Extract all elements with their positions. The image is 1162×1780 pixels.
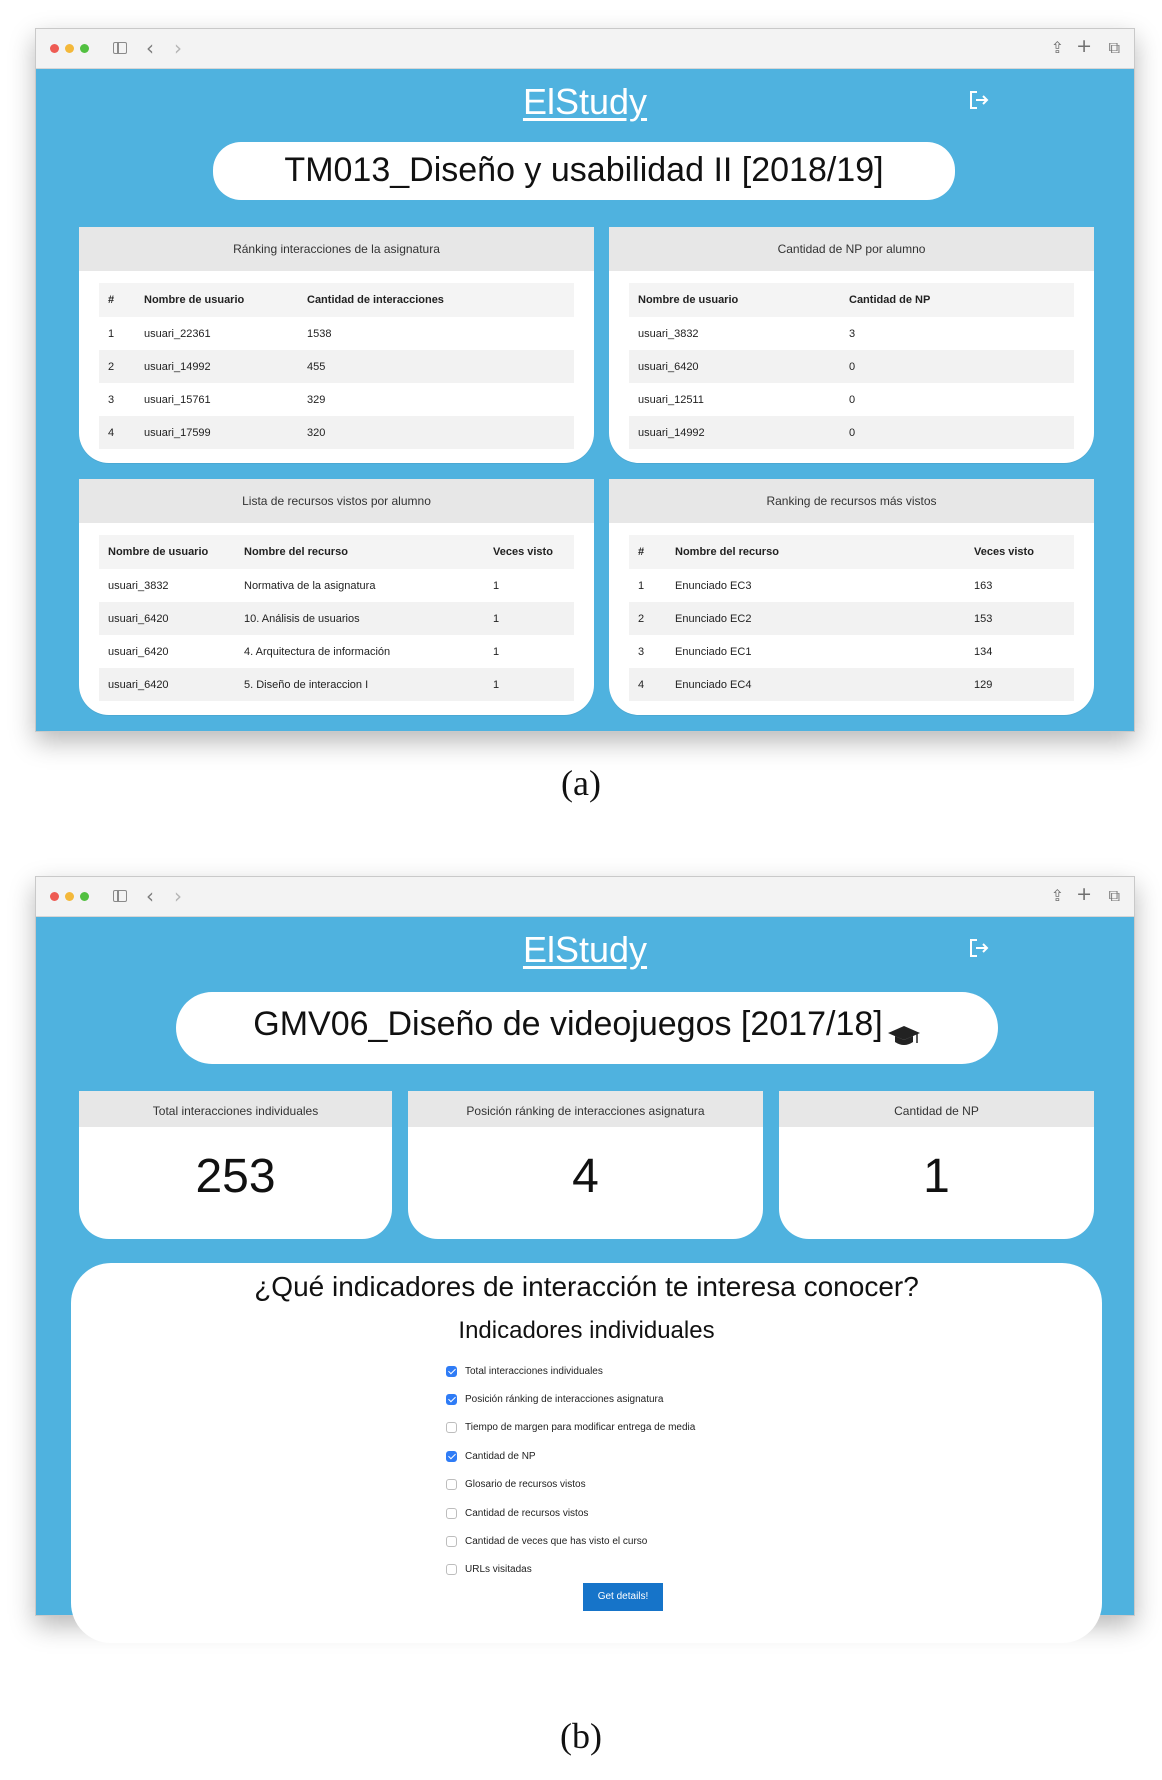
table-cell: Enunciado EC4 — [666, 668, 965, 701]
stat-value: 1 — [923, 1150, 950, 1203]
table-cell: 455 — [298, 350, 574, 383]
logout-icon[interactable] — [966, 87, 992, 113]
stat-label: Total interacciones individuales — [79, 1091, 392, 1127]
indicator-label: Posición ránking de interacciones asignatura — [465, 1394, 664, 1406]
indicator-label: Cantidad de recursos vistos — [465, 1507, 589, 1519]
table-cell: usuari_15761 — [135, 383, 298, 416]
browser-window-a — [35, 28, 1135, 732]
ranking-position-card — [408, 1091, 763, 1239]
table-cell: 129 — [965, 668, 1074, 701]
table-row — [99, 602, 574, 635]
indicator-option[interactable] — [446, 1499, 695, 1527]
table-cell: 153 — [965, 602, 1074, 635]
column-header: Nombre de usuario — [99, 535, 235, 569]
table-cell: 134 — [965, 635, 1074, 668]
card-title: Ranking de recursos más vistos — [609, 479, 1094, 523]
card-title: Lista de recursos vistos por alumno — [79, 479, 594, 523]
table-row — [99, 317, 574, 350]
table-scroll-area[interactable] — [79, 271, 594, 439]
table-cell: 1 — [484, 635, 574, 668]
table-row — [629, 635, 1074, 668]
table-header-row — [629, 283, 1074, 317]
table-row — [99, 350, 574, 383]
table-cell: Enunciado EC2 — [666, 602, 965, 635]
indicator-option[interactable] — [446, 1414, 695, 1442]
indicator-checkbox[interactable] — [446, 1508, 457, 1519]
sidebar-toggle-icon[interactable] — [113, 42, 127, 54]
indicators-question: ¿Qué indicadores de interacción te interesa conocer? — [254, 1271, 919, 1302]
ranking-interactions-card — [79, 227, 594, 463]
column-header: Nombre del recurso — [235, 535, 484, 569]
table-cell: 2 — [99, 350, 135, 383]
table-row — [99, 383, 574, 416]
table-cell: 3 — [629, 635, 666, 668]
plus-icon[interactable]: + — [1076, 883, 1092, 905]
indicator-checkbox[interactable] — [446, 1394, 457, 1405]
column-header: Nombre de usuario — [629, 283, 840, 317]
table-cell: usuari_6420 — [99, 635, 235, 668]
indicator-label: Total interacciones individuales — [465, 1365, 603, 1377]
table-scroll-area[interactable] — [609, 271, 1094, 439]
table-row — [99, 416, 574, 449]
table-row — [99, 635, 574, 668]
top-resources-card — [609, 479, 1094, 715]
browser-toolbar — [36, 29, 1134, 69]
table-cell: 320 — [298, 416, 574, 449]
indicator-option[interactable] — [446, 1357, 695, 1385]
column-header: Nombre del recurso — [666, 535, 965, 569]
stat-label: Posición ránking de interacciones asignatura — [408, 1091, 763, 1127]
indicator-label: Cantidad de NP — [465, 1450, 536, 1462]
table-cell: usuari_22361 — [135, 317, 298, 350]
table-cell: usuari_12511 — [629, 383, 840, 416]
minimize-window-button[interactable] — [65, 892, 74, 901]
table-cell: 1 — [99, 317, 135, 350]
table-cell: usuari_6420 — [99, 668, 235, 701]
resources-per-student-table — [99, 535, 574, 701]
table-cell: usuari_3832 — [99, 569, 235, 602]
close-window-button[interactable] — [50, 44, 59, 53]
table-cell: usuari_6420 — [99, 602, 235, 635]
indicator-option[interactable] — [446, 1442, 695, 1470]
stat-label: Cantidad de NP — [779, 1091, 1094, 1127]
table-cell: 4. Arquitectura de información — [235, 635, 484, 668]
stat-value: 253 — [195, 1150, 276, 1203]
table-cell: 163 — [965, 569, 1074, 602]
get-details-button[interactable]: Get details! — [583, 1583, 663, 1611]
indicator-option[interactable] — [446, 1556, 695, 1584]
indicator-checkbox-list — [446, 1357, 695, 1584]
table-cell: usuari_3832 — [629, 317, 840, 350]
table-cell: 10. Análisis de usuarios — [235, 602, 484, 635]
table-cell: usuari_17599 — [135, 416, 298, 449]
column-header: Veces visto — [965, 535, 1074, 569]
back-icon[interactable]: ‹ — [146, 36, 154, 60]
total-interactions-card — [79, 1091, 392, 1239]
table-cell: 0 — [840, 416, 1074, 449]
course-title: GMV06_Diseño de videojuegos [2017/18] — [253, 1005, 883, 1043]
table-row — [629, 383, 1074, 416]
table-row — [629, 668, 1074, 701]
table-row — [629, 317, 1074, 350]
zoom-window-button[interactable] — [80, 44, 89, 53]
indicator-checkbox[interactable] — [446, 1564, 457, 1575]
table-row — [99, 668, 574, 701]
indicator-checkbox[interactable] — [446, 1479, 457, 1490]
indicator-checkbox[interactable] — [446, 1536, 457, 1547]
table-cell: 4 — [99, 416, 135, 449]
column-header: # — [99, 283, 135, 317]
table-cell: 329 — [298, 383, 574, 416]
forward-icon[interactable]: › — [174, 884, 182, 908]
indicator-checkbox[interactable] — [446, 1422, 457, 1433]
zoom-window-button[interactable] — [80, 892, 89, 901]
back-icon[interactable]: ‹ — [146, 884, 154, 908]
table-scroll-area[interactable] — [79, 523, 594, 691]
table-cell: 1 — [484, 569, 574, 602]
table-cell: 4 — [629, 668, 666, 701]
indicator-option[interactable] — [446, 1527, 695, 1555]
table-row — [629, 350, 1074, 383]
graduation-cap-icon[interactable] — [887, 1023, 921, 1049]
table-cell: 0 — [840, 350, 1074, 383]
table-row — [629, 569, 1074, 602]
table-cell: 1538 — [298, 317, 574, 350]
column-header: Cantidad de NP — [840, 283, 1074, 317]
table-cell: 2 — [629, 602, 666, 635]
figure-caption-b: (b) — [560, 1716, 602, 1756]
table-row — [629, 416, 1074, 449]
column-header: Nombre de usuario — [135, 283, 298, 317]
table-cell: Enunciado EC3 — [666, 569, 965, 602]
table-row — [99, 569, 574, 602]
table-cell: Enunciado EC1 — [666, 635, 965, 668]
table-cell: 1 — [629, 569, 666, 602]
browser-toolbar — [36, 877, 1134, 917]
close-window-button[interactable] — [50, 892, 59, 901]
top-resources-table — [629, 535, 1074, 701]
indicator-label: Glosario de recursos vistos — [465, 1479, 586, 1491]
minimize-window-button[interactable] — [65, 44, 74, 53]
figure-caption-a: (a) — [561, 763, 601, 803]
card-title: Ránking interacciones de la asignatura — [79, 227, 594, 271]
browser-window-b — [35, 876, 1135, 1616]
table-cell: 3 — [99, 383, 135, 416]
indicator-label: Cantidad de veces que has visto el curso — [465, 1536, 648, 1548]
card-title: Cantidad de NP por alumno — [609, 227, 1094, 271]
indicator-option[interactable] — [446, 1471, 695, 1499]
indicator-label: Tiempo de margen para modificar entrega de media — [465, 1422, 696, 1434]
app-title-link[interactable]: ElStudy — [522, 81, 648, 122]
course-title: TM013_Diseño y usabilidad II [2018/19] — [213, 142, 955, 200]
share-icon[interactable]: ⇪ — [1050, 886, 1064, 905]
table-row — [629, 602, 1074, 635]
table-cell: 0 — [840, 383, 1074, 416]
ranking-interactions-table — [99, 283, 574, 449]
app-title-link[interactable]: ElStudy — [522, 929, 648, 970]
course-title-pill — [176, 992, 998, 1064]
table-header-row — [629, 535, 1074, 569]
forward-icon[interactable]: › — [174, 36, 182, 60]
tabs-overview-icon[interactable]: ⧉ — [1108, 38, 1120, 57]
share-icon[interactable]: ⇪ — [1050, 38, 1064, 57]
column-header: Cantidad de interacciones — [298, 283, 574, 317]
indicators-subtitle: Indicadores individuales — [458, 1317, 715, 1344]
indicator-option[interactable] — [446, 1385, 695, 1413]
table-cell: usuari_14992 — [135, 350, 298, 383]
table-cell: usuari_6420 — [629, 350, 840, 383]
table-header-row — [99, 535, 574, 569]
resources-per-student-card — [79, 479, 594, 715]
table-header-row — [99, 283, 574, 317]
table-cell: usuari_14992 — [629, 416, 840, 449]
column-header: Veces visto — [484, 535, 574, 569]
table-cell: 1 — [484, 602, 574, 635]
indicator-checkbox[interactable] — [446, 1451, 457, 1462]
np-per-student-card — [609, 227, 1094, 463]
np-count-card — [779, 1091, 1094, 1239]
plus-icon[interactable]: + — [1076, 35, 1092, 57]
np-per-student-table — [629, 283, 1074, 449]
table-cell: 3 — [840, 317, 1074, 350]
table-scroll-area[interactable] — [609, 523, 1094, 691]
indicator-label: URLs visitadas — [465, 1564, 532, 1576]
column-header: # — [629, 535, 666, 569]
tabs-overview-icon[interactable]: ⧉ — [1108, 886, 1120, 905]
stat-value: 4 — [572, 1150, 599, 1203]
logout-icon[interactable] — [966, 935, 992, 961]
table-cell: 1 — [484, 668, 574, 701]
table-cell: 5. Diseño de interaccion I — [235, 668, 484, 701]
indicator-checkbox[interactable] — [446, 1366, 457, 1377]
table-cell: Normativa de la asignatura — [235, 569, 484, 602]
indicators-panel — [71, 1263, 1102, 1643]
sidebar-toggle-icon[interactable] — [113, 890, 127, 902]
